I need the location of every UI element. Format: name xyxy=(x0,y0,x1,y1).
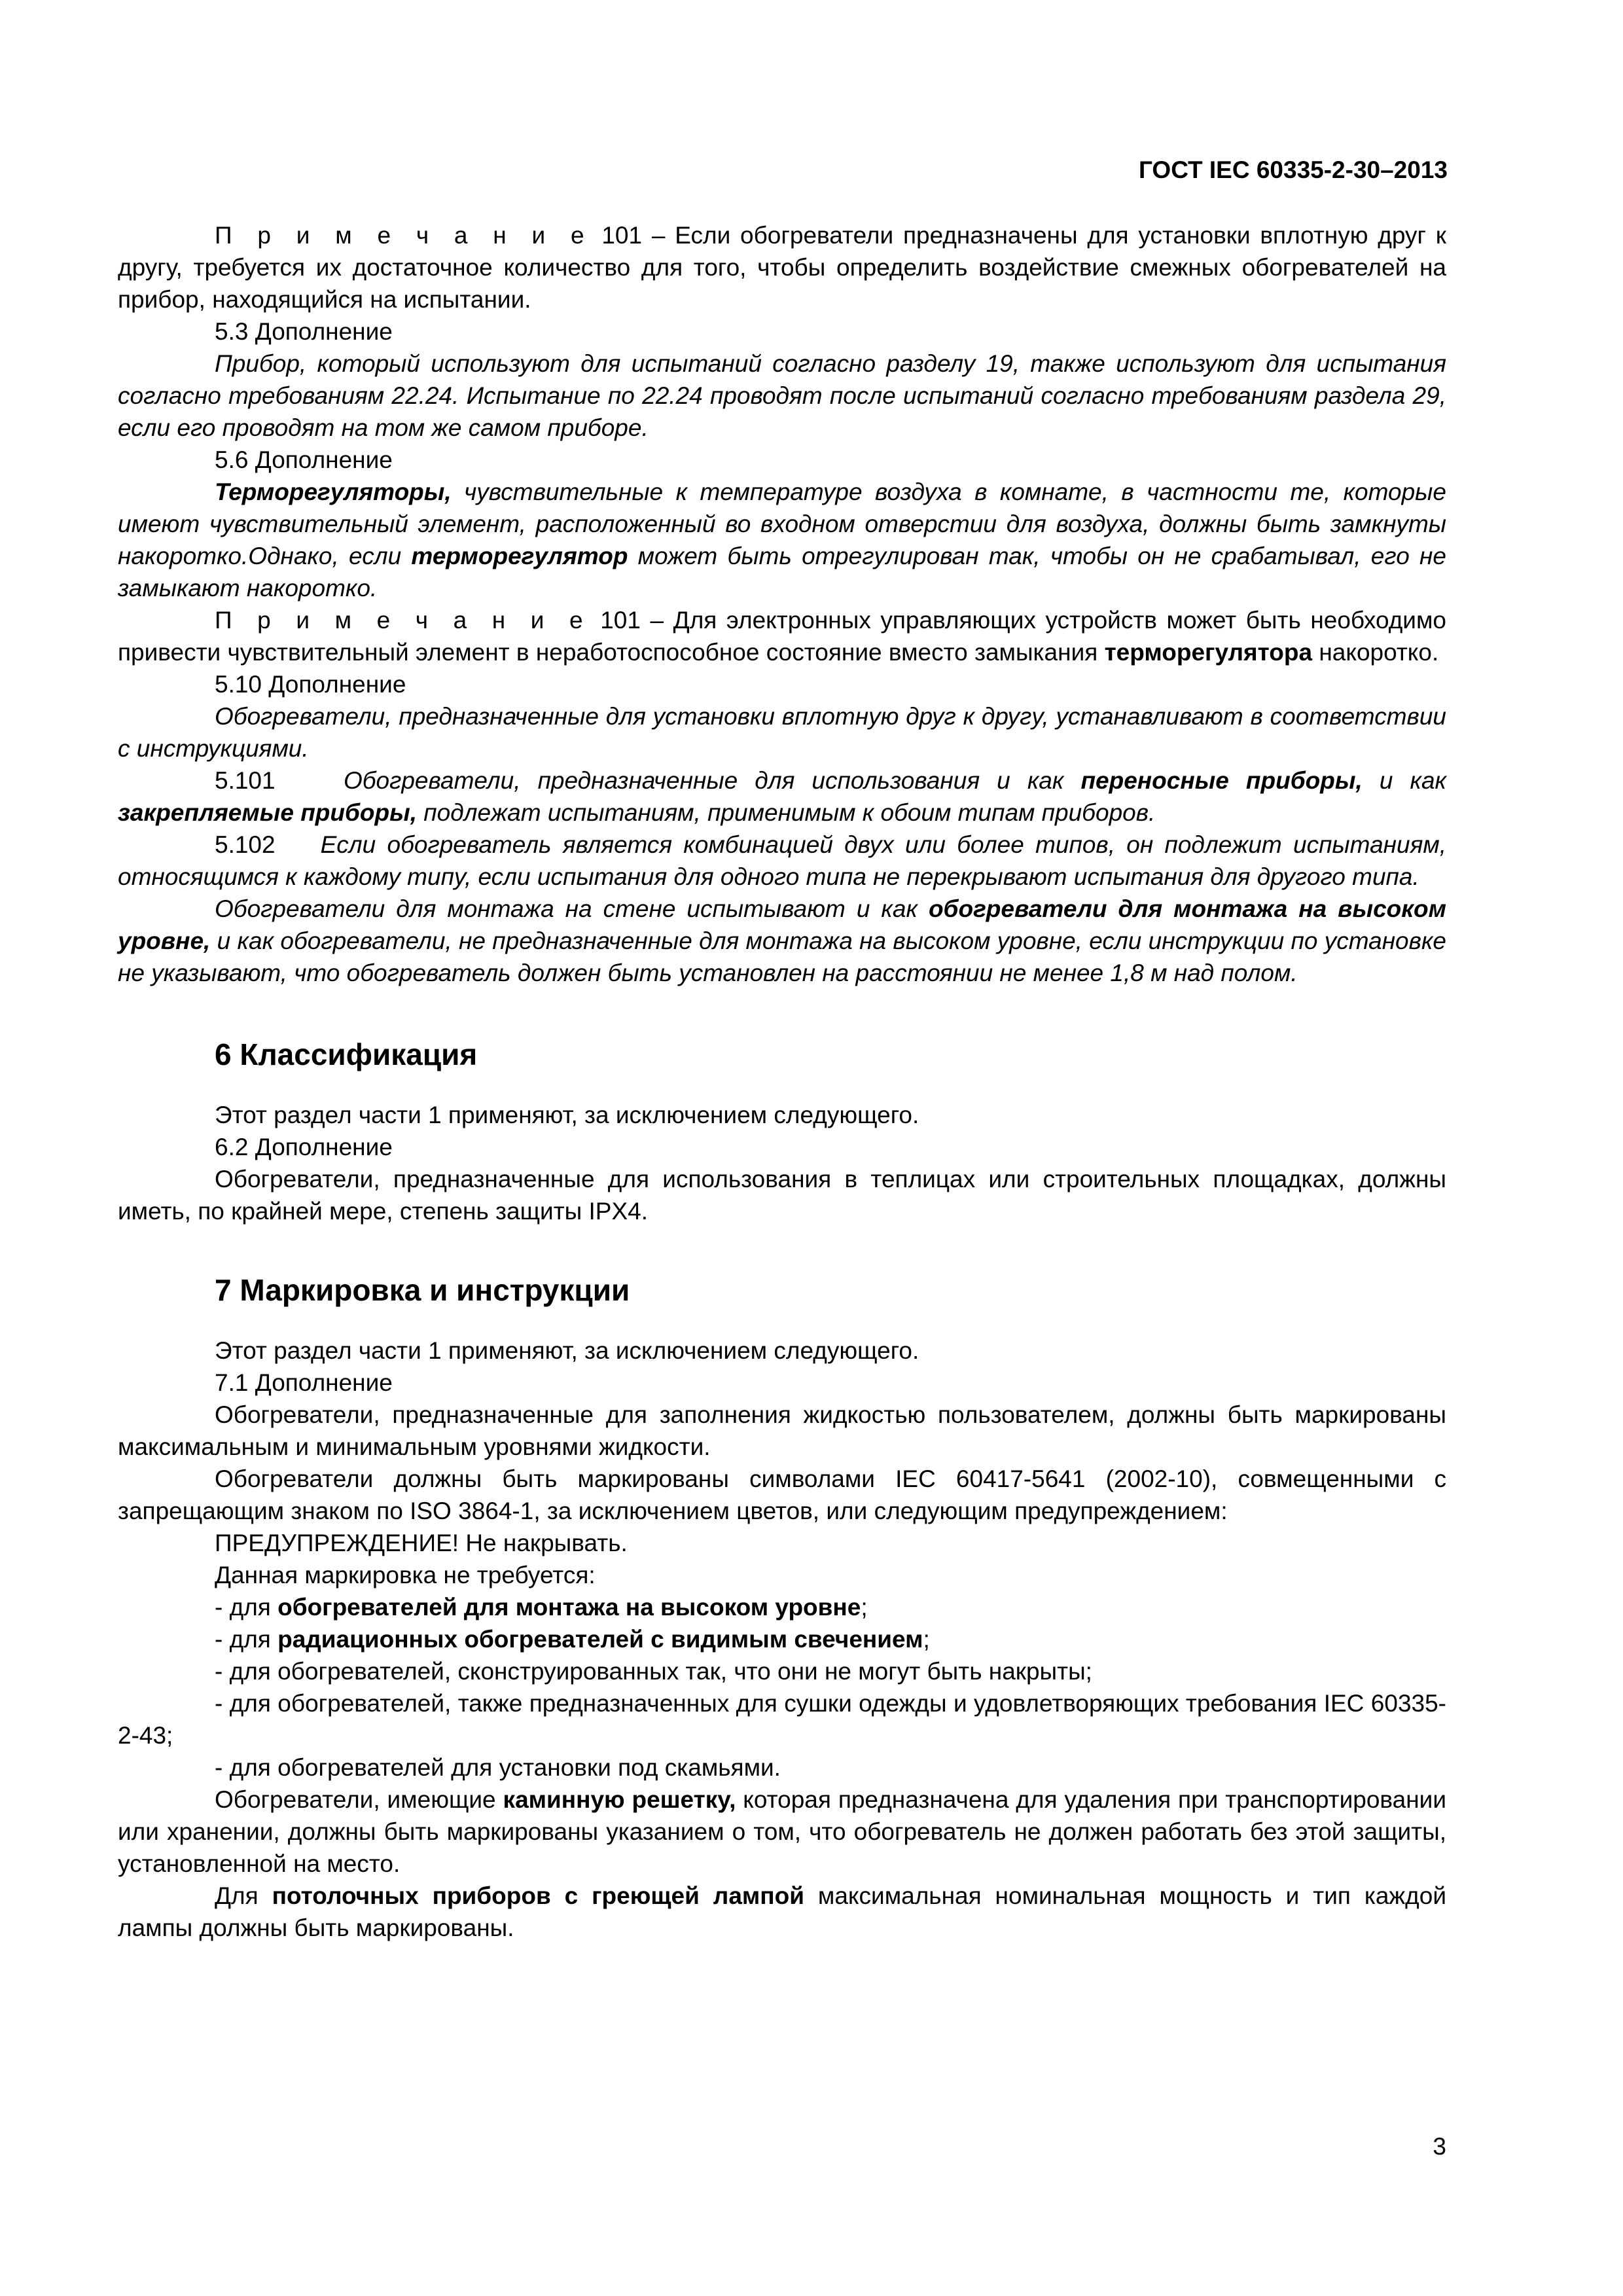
clause-5-3-heading: 5.3 Дополнение xyxy=(215,318,393,345)
clause-5-6-heading: 5.6 Дополнение xyxy=(215,446,393,473)
clause-5-3-text: Прибор, который используют для испытаний согласно разделу 19, также используют для испытания согласно требованиям 22.24. Испытание по 22.24 проводят после испытаний согласно требованиям раздела 29, если его проводят на том же самом приборе. xyxy=(118,350,1446,441)
clause-5-10-text: Обогреватели, предназначенные для установки вплотную друг к другу, устанавливают в соответствии с инструкциями. xyxy=(118,703,1446,762)
clause-5-101: 5.101 Обогреватели, предназначенные для использования и как переносные приборы, и как закрепляемые приборы, подлежат испытаниям, применимым к обоим типам приборов. xyxy=(118,767,1447,826)
page-number: 3 xyxy=(1433,2133,1446,2160)
clause-7-1-symbols: Обогреватели должны быть маркированы символами IEC 60417-5641 (2002-10), совмещенными с запрещающим знаком по ISO 3864-1, за исключением цветов, или следующим предупреждением: xyxy=(118,1465,1446,1524)
standard-header: ГОСТ IEC 60335-2-30–2013 xyxy=(1138,156,1448,183)
note-label: П р и м е ч а н и е xyxy=(215,222,592,249)
list-item: - для обогревателей для установки под скамьями. xyxy=(215,1754,781,1781)
clause-5-6-text: Терморегуляторы, чувствительные к температуре воздуха в комнате, в частности те, которые имеют чувствительный элемент, расположенный во входном отверстии для воздуха, должны быть замкнуты накоротко.Однако, если терморегулятор может быть отрегулирован так, чтобы он не срабатывал, его не замыкают накоротко. xyxy=(118,478,1446,601)
section-6-title: 6 Классификация xyxy=(215,1037,478,1071)
clause-6-2-heading: 6.2 Дополнение xyxy=(215,1134,393,1160)
clause-7-1-guard: Обогреватели, имеющие каминную решетку, которая предназначена для удаления при транспортировании или хранении, должны быть маркированы указанием о том, что обогреватель не должен работать без этой защиты, установленной на место. xyxy=(118,1786,1447,1877)
clause-7-1-liquid: Обогреватели, предназначенные для заполнения жидкостью пользователем, должны быть маркированы максимальным и минимальным уровнями жидкости. xyxy=(118,1401,1446,1460)
section-7-intro: Этот раздел части 1 применяют, за исключением следующего. xyxy=(215,1337,919,1364)
clause-7-1-ceiling: Для потолочных приборов с греющей лампой максимальная номинальная мощность и тип каждой лампы должны быть маркированы. xyxy=(118,1882,1447,1941)
warning-text: ПРЕДУПРЕЖДЕНИЕ! Не накрывать. xyxy=(215,1530,628,1556)
note-101-electronic: П р и м е ч а н и е 101 – Для электронных управляющих устройств может быть необходимо привести чувствительный элемент в неработоспособное состояние вместо замыкания терморегулятора накоротко. xyxy=(118,607,1446,666)
clause-5-10-heading: 5.10 Дополнение xyxy=(215,671,406,698)
clause-5-102-wall: Обогреватели для монтажа на стене испытывают и как обогреватели для монтажа на высоком уровне, и как обогреватели, не предназначенные для монтажа на высоком уровне, если инструкции по установке не указывают, что обогреватель должен быть установлен на расстоянии не менее 1,8 м над полом. xyxy=(118,895,1446,986)
not-required-text: Данная маркировка не требуется: xyxy=(215,1562,596,1588)
list-item: - для обогревателей, также предназначенных для сушки одежды и удовлетворяющих требования IEC 60335-2-43; xyxy=(118,1690,1446,1749)
section-6-intro: Этот раздел части 1 применяют, за исключением следующего. xyxy=(215,1102,919,1128)
clause-5-102: 5.102 Если обогреватель является комбинацией двух или более типов, он подлежит испытаниям, относящимся к каждому типу, если испытания для одного типа не перекрывают испытания для другого типа. xyxy=(118,831,1446,890)
note-101-heaters: П р и м е ч а н и е 101 – Если обогреватели предназначены для установки вплотную друг к другу, требуется их достаточное количество для того, чтобы определить воздействие смежных обогревателей на прибор, находящийся на испытании. xyxy=(118,222,1446,313)
list-item: - для обогревателей, сконструированных так, что они не могут быть накрыты; xyxy=(215,1658,1092,1685)
section-7-title: 7 Маркировка и инструкции xyxy=(215,1273,630,1307)
list-item: - для радиационных обогревателей с видимым свечением; xyxy=(215,1626,930,1653)
clause-6-2-text: Обогреватели, предназначенные для использования в теплицах или строительных площадках, должны иметь, по крайней мере, степень защиты IPX4. xyxy=(118,1166,1446,1225)
note-label: П р и м е ч а н и е xyxy=(215,607,591,634)
document-body xyxy=(118,219,1446,1944)
list-item: - для обогревателей для монтажа на высоком уровне; xyxy=(215,1594,868,1621)
clause-7-1-heading: 7.1 Дополнение xyxy=(215,1369,393,1396)
